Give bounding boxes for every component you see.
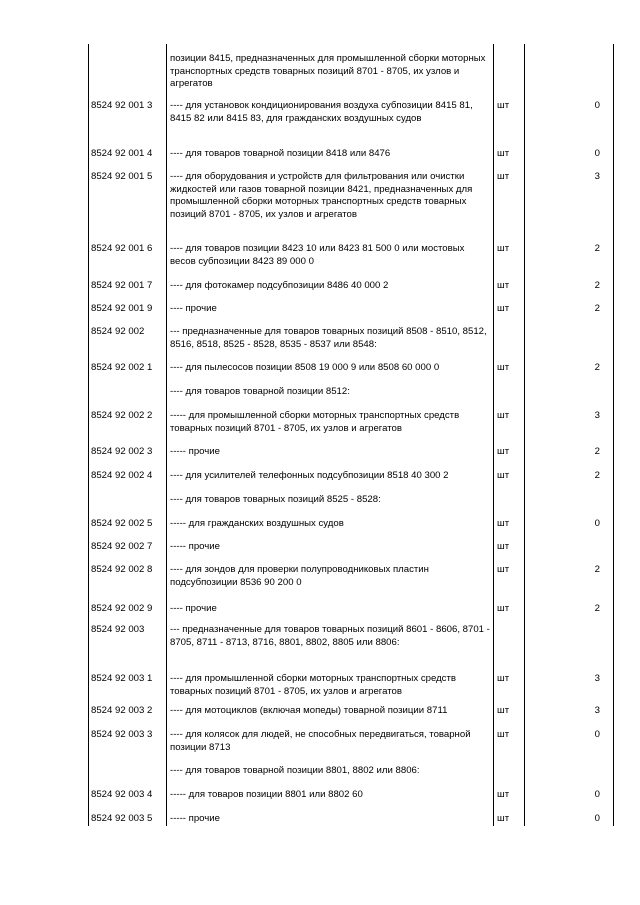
- row-rate: 2: [594, 303, 600, 314]
- row-unit: шт: [497, 729, 510, 740]
- row-description: ---- для товаров позиции 8423 10 или 8423 81 500 0 или мостовых весов субпозиции 8423 89 000 0: [170, 243, 465, 267]
- row-code: 8524 92 002 8: [91, 564, 153, 575]
- row-description: ---- для товаров товарной позиции 8512:: [170, 386, 350, 397]
- row-code: 8524 92 002 4: [91, 470, 153, 481]
- row-description: ---- для мотоциклов (включая мопеды) товарной позиции 8711: [170, 705, 448, 716]
- row-code: 8524 92 002: [91, 326, 145, 337]
- row-unit: шт: [497, 518, 510, 529]
- row-description: ---- для товаров товарных позиций 8525 - 8528:: [170, 494, 381, 505]
- row-unit: шт: [497, 280, 510, 291]
- row-rate: 2: [594, 280, 600, 291]
- row-description: ----- для товаров позиции 8801 или 8802 60: [170, 789, 363, 800]
- row-unit: шт: [497, 813, 510, 824]
- row-code: 8524 92 001 4: [91, 148, 153, 159]
- row-rate: 2: [594, 446, 600, 457]
- row-description: ----- для промышленной сборки моторных транспортных средств товарных позиций 8701 - 8705, их узлов и агрегатов: [170, 410, 460, 434]
- row-unit: шт: [497, 171, 510, 182]
- row-code: 8524 92 003 1: [91, 673, 153, 684]
- row-rate: 3: [594, 673, 600, 684]
- row-description: ---- для оборудования и устройств для фильтрования или очистки жидкостей или газов товарной позиции 8421, предназначенных для промышленной сборки моторных транспортных средств товарных позиций 8701 - 8705, их узлов и агрегатов: [170, 171, 473, 220]
- row-code: 8524 92 003 5: [91, 813, 153, 824]
- row-code: 8524 92 001 6: [91, 243, 153, 254]
- row-description: ---- для фотокамер подсубпозиции 8486 40 000 2: [170, 280, 389, 291]
- row-description: --- предназначенные для товаров товарных позиций 8508 - 8510, 8512, 8516, 8518, 8525 - 8528, 8535 - 8537 или 8548:: [170, 326, 487, 350]
- row-rate: 0: [594, 729, 600, 740]
- row-description: ---- для пылесосов позиции 8508 19 000 9 или 8508 60 000 0: [170, 362, 440, 373]
- row-unit: шт: [497, 410, 510, 421]
- row-code: 8524 92 003: [91, 624, 145, 635]
- row-rate: 0: [594, 789, 600, 800]
- row-code: 8524 92 002 9: [91, 603, 153, 614]
- column-border: [613, 44, 614, 826]
- row-unit: шт: [497, 564, 510, 575]
- row-code: 8524 92 001 3: [91, 100, 153, 111]
- row-rate: 0: [594, 518, 600, 529]
- column-border: [88, 44, 89, 826]
- row-unit: шт: [497, 673, 510, 684]
- row-code: 8524 92 003 4: [91, 789, 153, 800]
- tariff-table: [88, 44, 614, 826]
- row-description: ---- для установок кондиционирования воздуха субпозиции 8415 81, 8415 82 или 8415 83, для гражданских воздушных судов: [170, 100, 473, 124]
- row-rate: 3: [594, 410, 600, 421]
- row-description: ---- для товаров товарной позиции 8801, 8802 или 8806:: [170, 765, 420, 776]
- row-unit: шт: [497, 470, 510, 481]
- row-code: 8524 92 002 2: [91, 410, 153, 421]
- row-unit: шт: [497, 243, 510, 254]
- column-border: [524, 44, 525, 826]
- row-rate: 3: [594, 171, 600, 182]
- row-unit: шт: [497, 303, 510, 314]
- row-rate: 0: [594, 813, 600, 824]
- row-rate: 2: [594, 470, 600, 481]
- row-unit: шт: [497, 541, 510, 552]
- row-unit: шт: [497, 362, 510, 373]
- row-description: ---- прочие: [170, 603, 217, 614]
- row-code: 8524 92 001 9: [91, 303, 153, 314]
- row-rate: 2: [594, 243, 600, 254]
- row-unit: шт: [497, 148, 510, 159]
- row-code: 8524 92 001 5: [91, 171, 153, 182]
- row-rate: 2: [594, 362, 600, 373]
- row-description: ----- для гражданских воздушных судов: [170, 518, 344, 529]
- row-unit: шт: [497, 705, 510, 716]
- row-description: ---- для товаров товарной позиции 8418 или 8476: [170, 148, 391, 159]
- row-description: ---- для колясок для людей, не способных передвигаться, товарной позиции 8713: [170, 729, 471, 753]
- row-code: 8524 92 003 2: [91, 705, 153, 716]
- row-rate: 2: [594, 564, 600, 575]
- row-rate: 2: [594, 603, 600, 614]
- row-unit: шт: [497, 603, 510, 614]
- row-description: ---- для зондов для проверки полупроводниковых пластин подсубпозиции 8536 90 200 0: [170, 564, 429, 588]
- row-description: позиции 8415, предназначенных для промышленной сборки моторных транспортных средств товарных позиций 8701 - 8705, их узлов и агрегатов: [170, 53, 486, 89]
- row-description: ----- прочие: [170, 541, 220, 552]
- row-description: ----- прочие: [170, 446, 220, 457]
- row-description: ---- для промышленной сборки моторных транспортных средств товарных позиций 8701 - 8705, их узлов и агрегатов: [170, 673, 456, 697]
- column-border: [493, 44, 494, 826]
- row-rate: 0: [594, 148, 600, 159]
- row-code: 8524 92 002 1: [91, 362, 153, 373]
- row-description: --- предназначенные для товаров товарных позиций 8601 - 8606, 8701 - 8705, 8711 - 8713, 8716, 8801, 8802, 8805 или 8806:: [170, 624, 490, 648]
- row-code: 8524 92 003 3: [91, 729, 153, 740]
- row-code: 8524 92 001 7: [91, 280, 153, 291]
- row-code: 8524 92 002 7: [91, 541, 153, 552]
- row-description: ----- прочие: [170, 813, 220, 824]
- row-unit: шт: [497, 100, 510, 111]
- row-rate: 0: [594, 100, 600, 111]
- row-unit: шт: [497, 789, 510, 800]
- row-description: ---- для усилителей телефонных подсубпозиции 8518 40 300 2: [170, 470, 449, 481]
- row-code: 8524 92 002 3: [91, 446, 153, 457]
- row-rate: 3: [594, 705, 600, 716]
- column-border: [166, 44, 167, 826]
- row-description: ---- прочие: [170, 303, 217, 314]
- row-unit: шт: [497, 446, 510, 457]
- row-code: 8524 92 002 5: [91, 518, 153, 529]
